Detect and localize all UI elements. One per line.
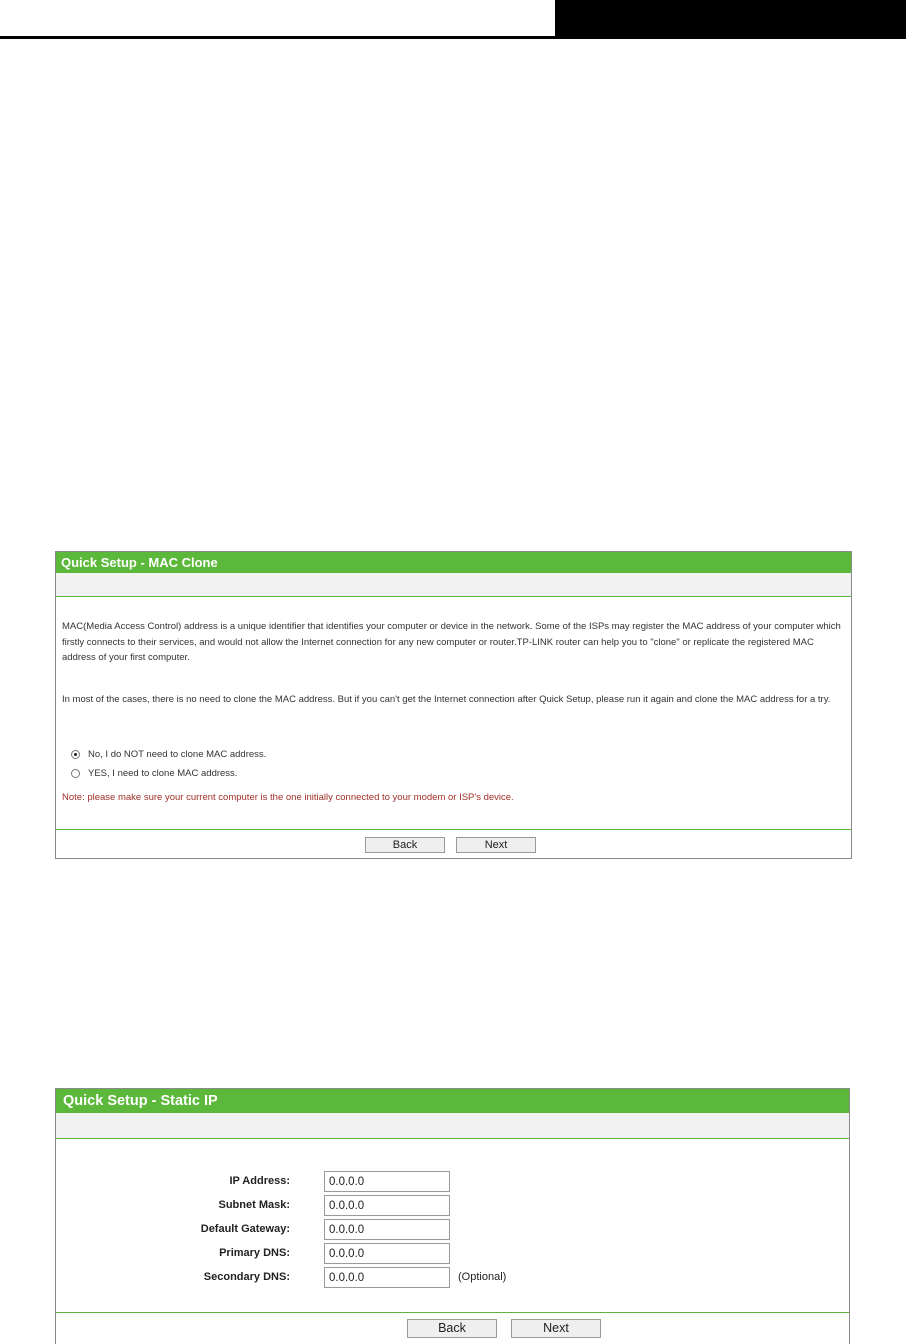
next-button[interactable]: Next — [511, 1319, 601, 1338]
ip-address-row — [56, 1171, 849, 1193]
radio-option-no-clone[interactable] — [71, 749, 266, 760]
ip-address-input[interactable] — [324, 1171, 450, 1192]
radio-no-clone[interactable] — [71, 750, 80, 759]
primary-dns-input[interactable] — [324, 1243, 450, 1264]
radio-no-clone-label: No, I do NOT need to clone MAC address. — [88, 749, 267, 760]
radio-option-clone[interactable] — [71, 768, 237, 779]
secondary-dns-optional: (Optional) — [458, 1271, 507, 1283]
back-button[interactable]: Back — [407, 1319, 497, 1338]
radio-clone-label: YES, I need to clone MAC address. — [88, 768, 238, 779]
mac-clone-footer — [56, 829, 851, 858]
default-gateway-row — [56, 1219, 849, 1241]
secondary-dns-row — [56, 1267, 849, 1289]
mac-clone-description: MAC(Media Access Control) address is a unique identifier that identifies your computer or device in the network. Some of the ISPs may register the MAC address of your computer which firstly connects to their services, and would not allow the Internet connection for any new computer or router.TP-LINK router can help you to "clone" or replicate the registered MAC address of your first computer. — [62, 621, 841, 663]
static-ip-subbar — [56, 1113, 849, 1139]
default-gateway-input[interactable] — [324, 1219, 450, 1240]
static-ip-footer — [56, 1312, 849, 1344]
radio-clone[interactable] — [71, 769, 80, 778]
mac-clone-note: Note: please make sure your current computer is the one initially connected to your modem or ISP's device. — [62, 792, 514, 803]
mac-clone-title: Quick Setup - MAC Clone — [56, 552, 851, 573]
mac-clone-subbar — [56, 573, 851, 597]
default-gateway-label: Default Gateway: — [200, 1223, 290, 1235]
primary-dns-row — [56, 1243, 849, 1265]
subnet-mask-label: Subnet Mask: — [218, 1199, 290, 1211]
secondary-dns-input[interactable] — [324, 1267, 450, 1288]
ip-address-label: IP Address: — [229, 1175, 290, 1187]
mac-clone-panel — [55, 551, 852, 859]
header-rule — [0, 36, 906, 39]
next-button[interactable]: Next — [456, 837, 536, 853]
secondary-dns-label: Secondary DNS: — [203, 1271, 290, 1283]
subnet-mask-input[interactable] — [324, 1195, 450, 1216]
mac-clone-hint: In most of the cases, there is no need to clone the MAC address. But if you can't get the Internet connection after Quick Setup, please run it again and clone the MAC address for a try. — [62, 694, 831, 705]
header-black-box — [555, 0, 906, 38]
primary-dns-label: Primary DNS: — [219, 1247, 290, 1259]
subnet-mask-row — [56, 1195, 849, 1217]
back-button[interactable]: Back — [365, 837, 445, 853]
static-ip-title: Quick Setup - Static IP — [56, 1089, 849, 1113]
static-ip-panel — [55, 1088, 850, 1344]
